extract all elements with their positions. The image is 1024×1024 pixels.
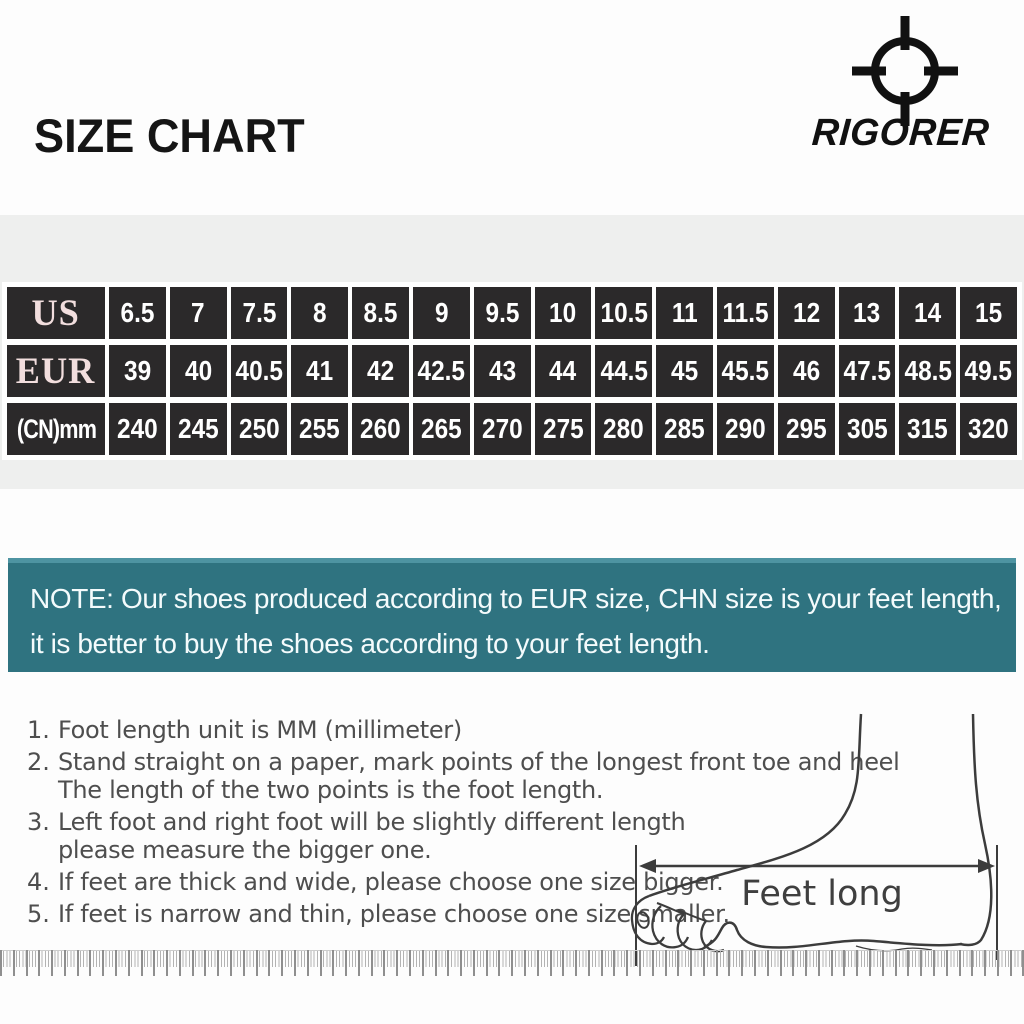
- ruler-tick: [307, 950, 309, 976]
- ruler-tick: [473, 950, 475, 976]
- size-value: 41: [306, 355, 334, 386]
- ruler-tick: [984, 950, 986, 976]
- ruler-tick: [677, 950, 679, 976]
- size-cell: [170, 345, 227, 397]
- ruler-tick: [971, 950, 973, 976]
- size-cell: [231, 403, 288, 455]
- size-value: 275: [542, 413, 584, 444]
- toenail: [636, 911, 651, 929]
- ruler-tick: [38, 950, 40, 976]
- ruler-tick: [907, 950, 909, 976]
- size-cell: [778, 345, 835, 397]
- ruler-tick: [767, 950, 769, 976]
- note-banner-line-2: it is better to buy the shoes according to your feet length.: [30, 628, 710, 659]
- size-cell: [291, 287, 348, 339]
- toe-ridge-line-1: [657, 903, 684, 914]
- size-cell: [170, 287, 227, 339]
- size-value: 7: [191, 297, 205, 328]
- ruler-tick: [843, 950, 845, 976]
- ruler-tick: [396, 950, 398, 976]
- size-value: 240: [117, 413, 158, 444]
- size-cell: [109, 345, 166, 397]
- size-cell: [656, 403, 713, 455]
- size-cell: [474, 403, 531, 455]
- ruler-tick: [920, 950, 922, 976]
- size-cell: [231, 345, 288, 397]
- ruler: [0, 948, 1024, 980]
- size-row-label-text: EUR: [16, 350, 96, 392]
- size-cell: [170, 403, 227, 455]
- ruler-tick: [537, 950, 539, 976]
- ruler-tick: [639, 950, 641, 976]
- size-value: 6.5: [120, 297, 155, 328]
- ruler-tick: [498, 950, 500, 976]
- ruler-tick: [409, 950, 411, 976]
- size-value: 280: [603, 413, 645, 444]
- size-cell: [595, 403, 652, 455]
- instruction-line: Stand straight on a paper, mark points of the longest front toe and heel: [58, 748, 900, 776]
- brand-logo: [790, 10, 1020, 160]
- instruction-number: 2.: [27, 748, 50, 776]
- foot-top-outline: [649, 714, 861, 896]
- ruler-tick: [754, 950, 756, 976]
- size-value: 245: [177, 413, 219, 444]
- page-title: SIZE CHART: [34, 109, 305, 162]
- ruler-tick: [268, 950, 270, 976]
- size-value: 7.5: [242, 297, 276, 328]
- size-value: 290: [725, 413, 766, 444]
- size-cell: [899, 345, 956, 397]
- ruler-tick: [792, 950, 794, 976]
- foot-sole-outline: [704, 923, 962, 948]
- ruler-tick: [460, 950, 462, 976]
- ruler-tick: [524, 950, 526, 976]
- size-value: 295: [785, 413, 827, 444]
- ruler-tick: [562, 950, 564, 976]
- size-row-label: [7, 287, 105, 339]
- ruler-tick: [856, 950, 858, 976]
- feet-long-label: Feet long: [741, 874, 903, 914]
- size-cell: [352, 403, 409, 455]
- size-row-label: [7, 345, 105, 397]
- instruction-number: 1.: [27, 716, 50, 744]
- ruler-tick: [613, 950, 615, 976]
- ruler-tick: [741, 950, 743, 976]
- size-value: 45: [671, 355, 699, 386]
- size-value: 40: [184, 355, 212, 386]
- size-value: 9.5: [485, 297, 520, 328]
- size-cell: [717, 287, 774, 339]
- size-cell: [535, 403, 592, 455]
- size-value: 10.5: [600, 297, 648, 328]
- ruler-tick: [818, 950, 820, 976]
- ruler-tick: [652, 950, 654, 976]
- size-cell: [778, 403, 835, 455]
- size-cell: [413, 403, 470, 455]
- ruler-tick: [358, 950, 360, 976]
- ruler-tick: [204, 950, 206, 976]
- ruler-tick: [588, 950, 590, 976]
- arrowhead-right: [978, 859, 995, 873]
- size-cell: [839, 403, 896, 455]
- size-value: 11.5: [722, 297, 769, 328]
- size-cell: [839, 345, 896, 397]
- size-value: 250: [238, 413, 280, 444]
- ruler-tick: [716, 950, 718, 976]
- ruler-tick: [997, 950, 999, 976]
- size-cell: [899, 403, 956, 455]
- ruler-tick: [933, 950, 935, 976]
- size-value: 12: [792, 297, 820, 328]
- size-cell: [474, 287, 531, 339]
- size-value: 10: [549, 297, 577, 328]
- size-cell: [352, 345, 409, 397]
- ruler-tick: [703, 950, 705, 976]
- size-cell: [717, 403, 774, 455]
- size-cell: [474, 345, 531, 397]
- ruler-tick: [383, 950, 385, 976]
- ruler-tick: [345, 950, 347, 976]
- size-value: 40.5: [235, 355, 283, 386]
- size-value: 44: [549, 355, 577, 386]
- ruler-tick: [13, 950, 15, 976]
- ruler-tick: [626, 950, 628, 976]
- ruler-tick: [690, 950, 692, 976]
- size-value: 46: [792, 355, 820, 386]
- ruler-tick: [0, 950, 2, 976]
- note-banner: [8, 558, 1016, 672]
- instruction-line: Foot length unit is MM (millimeter): [58, 716, 462, 744]
- size-value: 255: [299, 413, 341, 444]
- ruler-tick: [511, 950, 513, 976]
- ruler-tick: [882, 950, 884, 976]
- size-value: 8.5: [363, 297, 398, 328]
- size-cell: [413, 287, 470, 339]
- ruler-tick: [26, 950, 28, 976]
- brand-wordmark: RIGORER: [810, 112, 991, 154]
- size-cell: [656, 287, 713, 339]
- size-value: 320: [968, 413, 1009, 444]
- size-value: 305: [846, 413, 888, 444]
- size-cell: [535, 345, 592, 397]
- note-banner-line-1: NOTE: Our shoes produced according to EUR size, CHN size is your feet length,: [30, 583, 1002, 614]
- instruction-number: 4.: [27, 868, 50, 896]
- ruler-tick: [89, 950, 91, 976]
- ruler-tick: [959, 950, 961, 976]
- ruler-tick: [665, 950, 667, 976]
- size-value: 15: [975, 297, 1003, 328]
- foot-heel-outline: [960, 714, 991, 945]
- size-row-label-text: US: [31, 292, 81, 334]
- ruler-tick: [946, 950, 948, 976]
- ruler-tick: [51, 950, 53, 976]
- size-value: 265: [421, 413, 462, 444]
- size-cell: [109, 287, 166, 339]
- size-value: 47.5: [843, 355, 891, 386]
- size-cell: [595, 345, 652, 397]
- ruler-tick: [601, 950, 603, 976]
- size-cell: [291, 403, 348, 455]
- size-cell: [231, 287, 288, 339]
- size-value: 48.5: [904, 355, 952, 386]
- size-value: 14: [914, 297, 942, 328]
- ruler-tick: [805, 950, 807, 976]
- instruction-lines: [58, 716, 462, 744]
- size-value: 43: [488, 355, 516, 386]
- ruler-tick: [575, 950, 577, 976]
- ruler-tick: [128, 950, 130, 976]
- size-row-label: [7, 403, 105, 455]
- instruction-line: please measure the bigger one.: [58, 836, 432, 864]
- size-value: 9: [434, 297, 449, 328]
- size-cell: [535, 287, 592, 339]
- ruler-tick: [831, 950, 833, 976]
- size-cell: [717, 345, 774, 397]
- ruler-tick: [77, 950, 79, 976]
- ruler-tick: [1010, 950, 1012, 976]
- size-value: 11: [671, 297, 698, 328]
- ruler-tick: [217, 950, 219, 976]
- arrowhead-left: [639, 859, 656, 873]
- size-value: 49.5: [964, 355, 1013, 386]
- instruction-line: If feet are thick and wide, please choose one size bigger.: [58, 868, 724, 896]
- size-value: 315: [907, 413, 949, 444]
- size-value: 45.5: [721, 355, 770, 386]
- ruler-tick: [486, 950, 488, 976]
- ruler-tick: [550, 950, 552, 976]
- instruction-number: 3.: [27, 808, 50, 836]
- crosshair-target-icon: [850, 14, 960, 126]
- ruler-tick: [192, 950, 194, 976]
- ruler-tick: [115, 950, 117, 976]
- size-row-label-text: (CN)mm: [16, 413, 96, 444]
- size-cell: [291, 345, 348, 397]
- size-value: 270: [481, 413, 523, 444]
- foot-measurement-diagram: [590, 688, 1024, 980]
- size-cell: [413, 345, 470, 397]
- size-value: 39: [123, 355, 151, 386]
- instruction-line: Left foot and right foot will be slightly different length: [58, 808, 686, 836]
- ruler-tick: [780, 950, 782, 976]
- size-value: 42.5: [417, 355, 466, 386]
- instruction-line: If feet is narrow and thin, please choose one size smaller.: [58, 900, 730, 928]
- size-cell: [899, 287, 956, 339]
- ruler-tick: [332, 950, 334, 976]
- size-table: [2, 282, 1022, 460]
- ruler-tick: [320, 950, 322, 976]
- ruler-tick: [256, 950, 258, 976]
- size-value: 8: [313, 297, 327, 328]
- size-cell: [109, 403, 166, 455]
- size-cell: [839, 287, 896, 339]
- size-cell: [960, 287, 1017, 339]
- size-cell: [352, 287, 409, 339]
- size-cell: [656, 345, 713, 397]
- ruler-tick: [869, 950, 871, 976]
- ruler-tick: [895, 950, 897, 976]
- size-cell: [960, 403, 1017, 455]
- ruler-tick: [447, 950, 449, 976]
- size-cell: [778, 287, 835, 339]
- instruction-number: 5.: [27, 900, 50, 928]
- ruler-tick: [435, 950, 437, 976]
- size-value: 260: [360, 413, 401, 444]
- size-value: 42: [367, 355, 395, 386]
- size-cell: [960, 345, 1017, 397]
- ruler-tick: [230, 950, 232, 976]
- ruler-tick: [141, 950, 143, 976]
- ruler-tick: [153, 950, 155, 976]
- size-value: 13: [853, 297, 881, 328]
- ruler-tick: [102, 950, 104, 976]
- ruler-tick: [294, 950, 296, 976]
- ruler-tick: [166, 950, 168, 976]
- ruler-tick: [64, 950, 66, 976]
- ruler-tick: [371, 950, 373, 976]
- ruler-tick: [179, 950, 181, 976]
- size-cell: [595, 287, 652, 339]
- ruler-tick: [422, 950, 424, 976]
- ruler-tick: [281, 950, 283, 976]
- ruler-tick: [728, 950, 730, 976]
- size-value: 44.5: [600, 355, 648, 386]
- size-value: 285: [664, 413, 705, 444]
- ruler-tick: [243, 950, 245, 976]
- instruction-line: The length of the two points is the foot length.: [58, 776, 604, 804]
